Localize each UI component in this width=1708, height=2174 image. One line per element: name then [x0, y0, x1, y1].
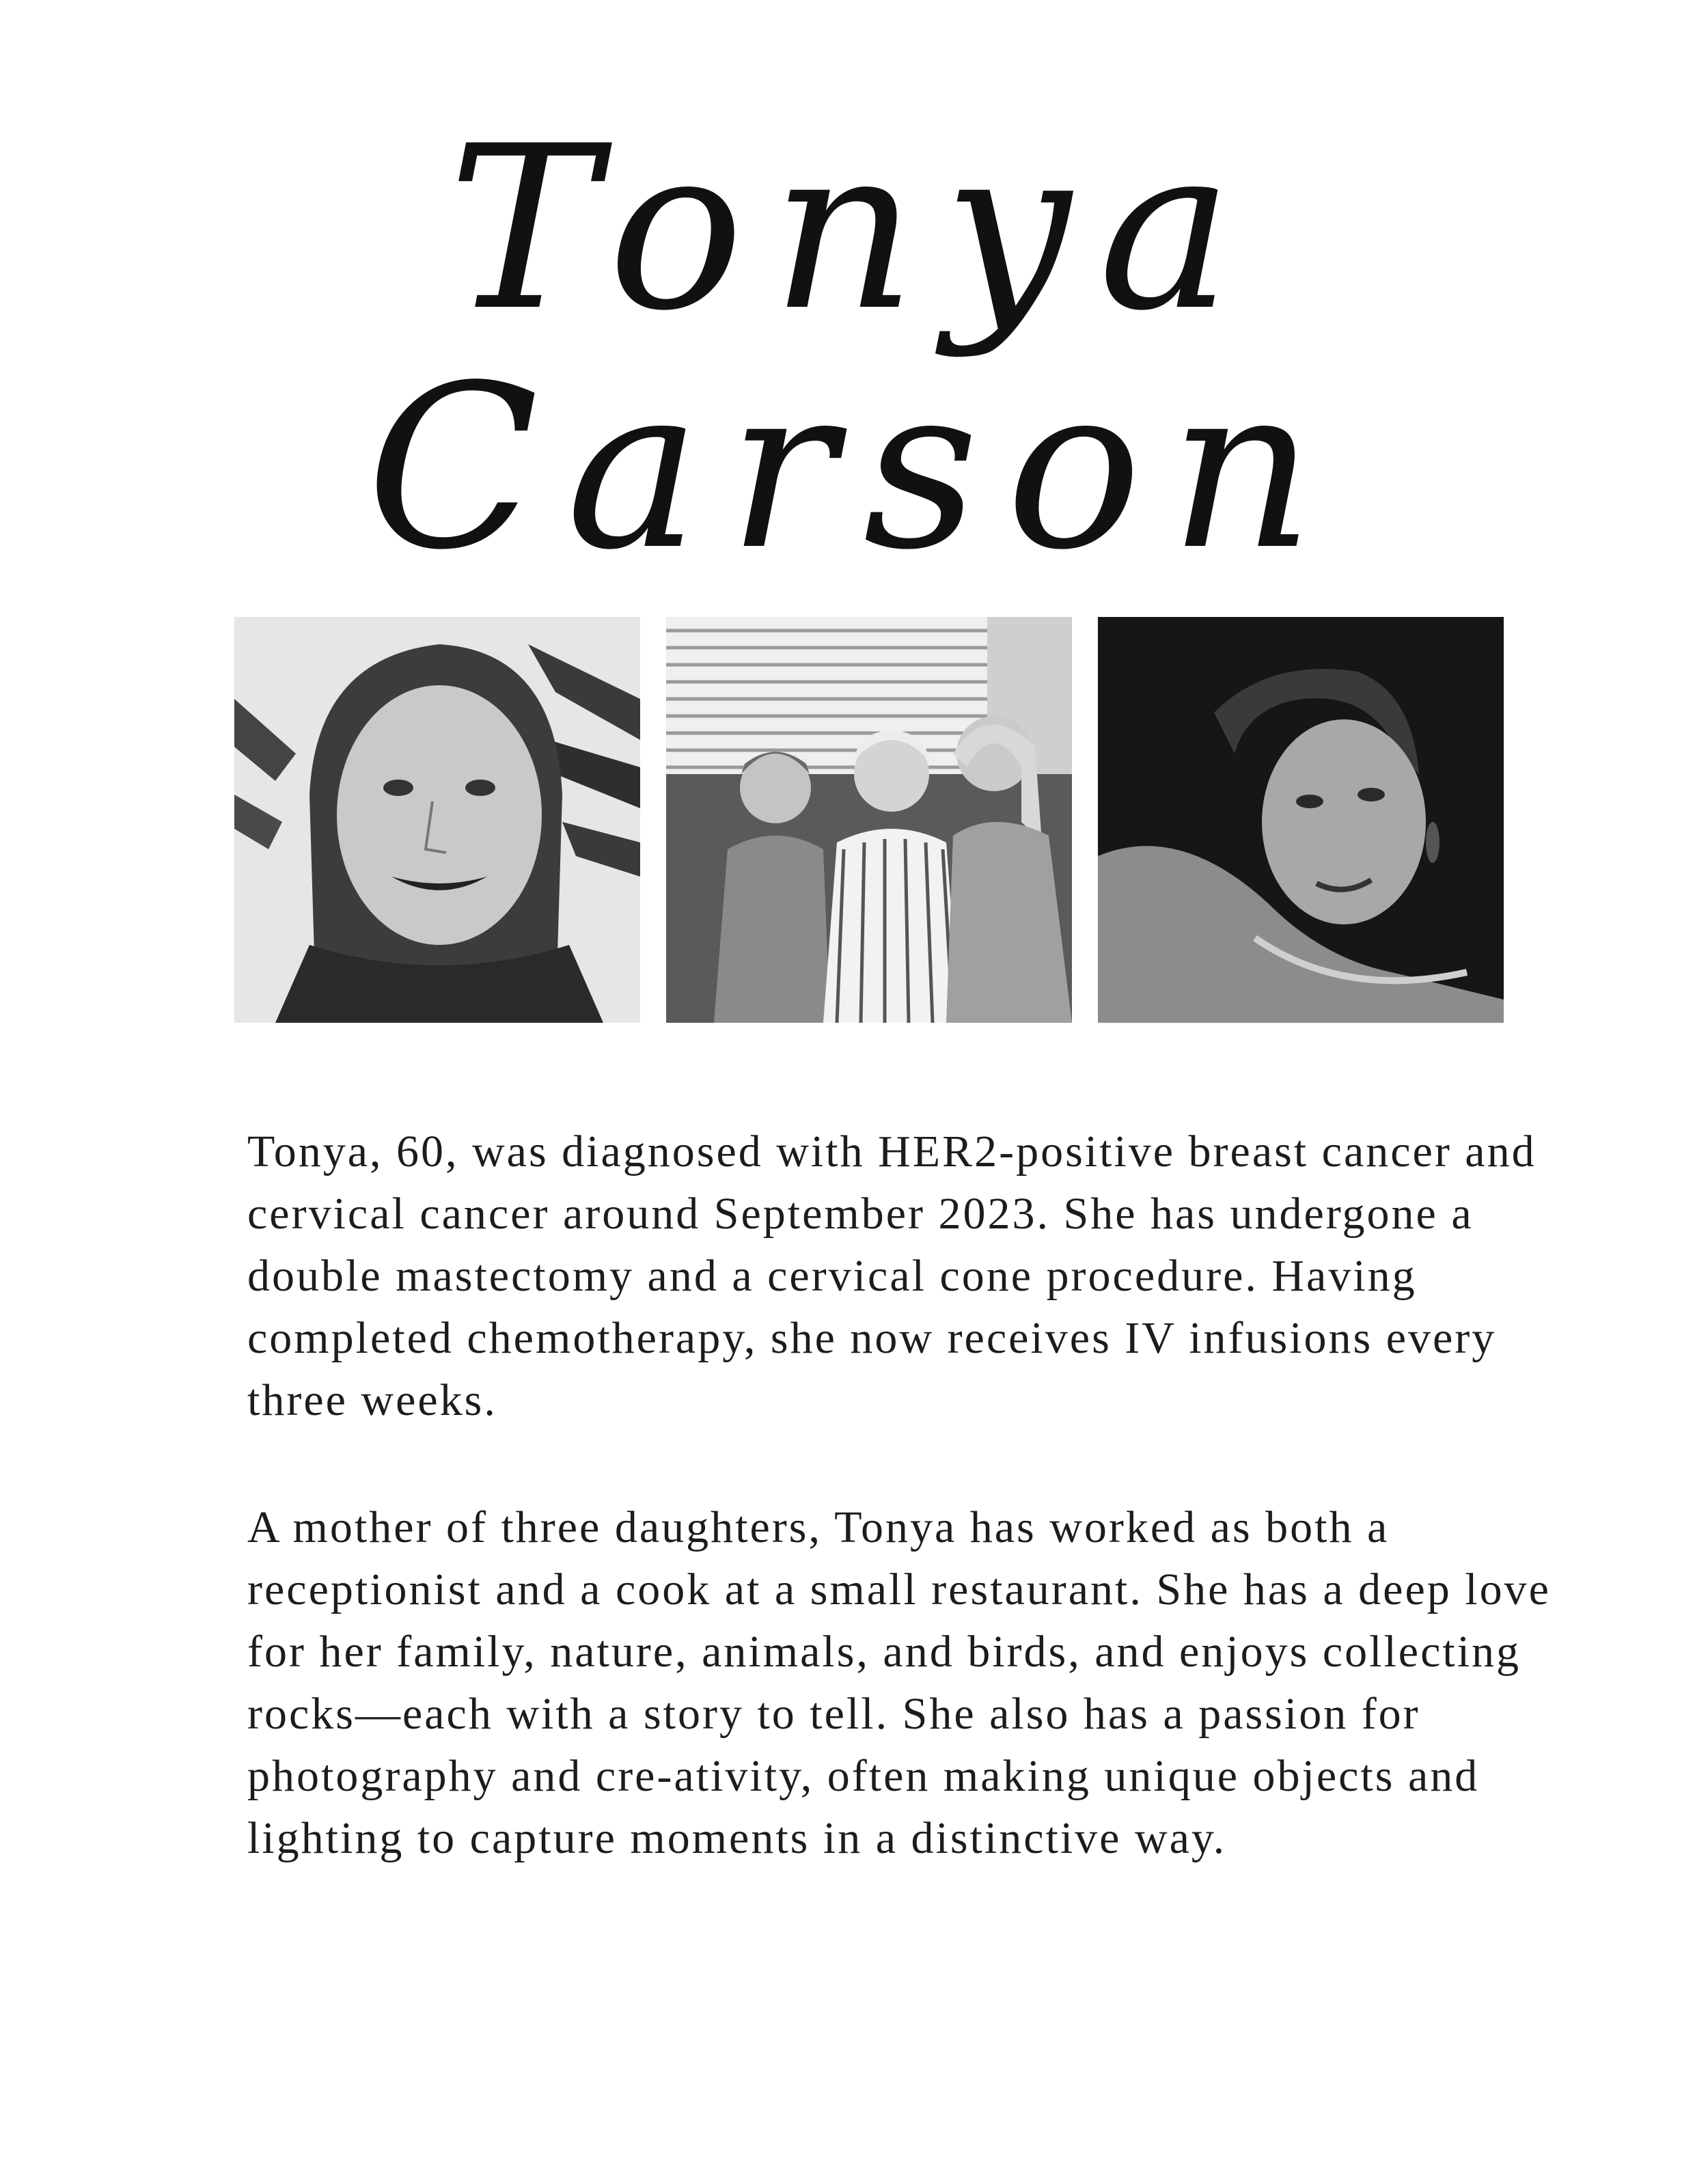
- bio-paragraph-diagnosis: Tonya, 60, was diagnosed with HER2-positive breast cancer and cervical cancer around September 2023. She has undergone a double mastectomy and a cervical cone procedure. Having completed chemotherapy, she now receives IV infusions every three weeks.: [247, 1127, 1537, 1425]
- bio-paragraph-family: A mother of three daughters, Tonya has worked as both a receptionist and a cook at a small restaurant. She has a deep love for her family, nature, animals, and birds, and enjoys collecting rocks—each with a story to tell. She also has a passion for photography and cre-ativity, often making unique objects and lighting to capture moments in a distinctive way.: [247, 1502, 1551, 1863]
- photo-row: [234, 617, 1504, 1023]
- portrait-woman-smiling-photo: [234, 617, 640, 1023]
- title-last-name: Carson: [366, 337, 1342, 599]
- title-first-name: Tonya: [447, 98, 1261, 360]
- three-women-group-photo: [666, 617, 1072, 1023]
- portrait-woman-earring-photo: [1098, 617, 1504, 1023]
